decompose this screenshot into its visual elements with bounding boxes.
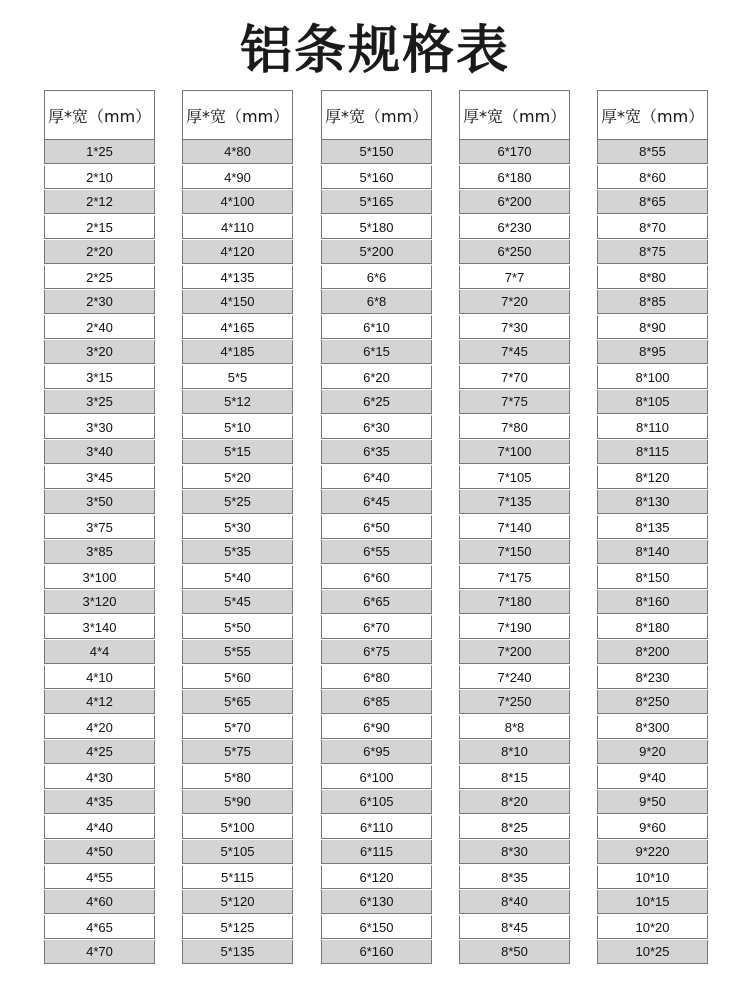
spec-cell: 4*120: [182, 240, 293, 264]
spec-cell: 5*70: [182, 715, 293, 739]
spec-cell: 9*20: [597, 740, 708, 764]
spec-cell: 4*55: [44, 865, 155, 889]
spec-cell: 8*15: [459, 765, 570, 789]
spec-cell: 5*45: [182, 590, 293, 614]
spec-cell: 8*90: [597, 315, 708, 339]
spec-cell: 5*15: [182, 440, 293, 464]
spec-cell: 4*50: [44, 840, 155, 864]
spec-cell: 4*25: [44, 740, 155, 764]
spec-cell: 4*4: [44, 640, 155, 664]
spec-cell: 6*110: [321, 815, 432, 839]
spec-cell: 2*30: [44, 290, 155, 314]
spec-cell: 5*5: [182, 365, 293, 389]
spec-column: [44, 90, 155, 965]
spec-cell: 2*12: [44, 190, 155, 214]
spec-cell: 6*10: [321, 315, 432, 339]
spec-cell: 8*230: [597, 665, 708, 689]
spec-column: [459, 90, 570, 965]
spec-cell: 6*250: [459, 240, 570, 264]
spec-cell: 8*25: [459, 815, 570, 839]
spec-cell: 6*180: [459, 165, 570, 189]
spec-cell: 4*20: [44, 715, 155, 739]
spec-cell: 4*70: [44, 940, 155, 964]
spec-cell: 7*180: [459, 590, 570, 614]
spec-cell: 7*240: [459, 665, 570, 689]
spec-cell: 5*10: [182, 415, 293, 439]
column-header: 厚*宽（mm）: [459, 90, 570, 140]
spec-cell: 8*105: [597, 390, 708, 414]
spec-cell: 3*20: [44, 340, 155, 364]
spec-cell: 10*20: [597, 915, 708, 939]
column-header: 厚*宽（mm）: [321, 90, 432, 140]
spec-cell: 1*25: [44, 140, 155, 164]
spec-cell: 9*50: [597, 790, 708, 814]
spec-cell: 5*150: [321, 140, 432, 164]
spec-cell: 8*200: [597, 640, 708, 664]
spec-cell: 8*55: [597, 140, 708, 164]
spec-cell: 9*220: [597, 840, 708, 864]
spec-cell: 6*65: [321, 590, 432, 614]
spec-cell: 6*6: [321, 265, 432, 289]
spec-cell: 8*180: [597, 615, 708, 639]
spec-cell: 7*100: [459, 440, 570, 464]
spec-cell: 9*40: [597, 765, 708, 789]
spec-cell: 8*40: [459, 890, 570, 914]
spec-cell: 8*250: [597, 690, 708, 714]
spec-cell: 5*90: [182, 790, 293, 814]
spec-cell: 5*115: [182, 865, 293, 889]
spec-cell: 10*15: [597, 890, 708, 914]
spec-cell: 4*80: [182, 140, 293, 164]
spec-cell: 6*50: [321, 515, 432, 539]
spec-cell: 6*70: [321, 615, 432, 639]
spec-cell: 5*60: [182, 665, 293, 689]
spec-cell: 6*100: [321, 765, 432, 789]
spec-cell: 4*12: [44, 690, 155, 714]
spec-cell: 3*50: [44, 490, 155, 514]
spec-cell: 3*100: [44, 565, 155, 589]
spec-cell: 4*135: [182, 265, 293, 289]
spec-cell: 8*65: [597, 190, 708, 214]
spec-cell: 8*95: [597, 340, 708, 364]
column-header: 厚*宽（mm）: [44, 90, 155, 140]
spec-cell: 6*150: [321, 915, 432, 939]
spec-cell: 6*105: [321, 790, 432, 814]
spec-cell: 6*95: [321, 740, 432, 764]
spec-cell: 8*300: [597, 715, 708, 739]
spec-cell: 4*30: [44, 765, 155, 789]
spec-cell: 6*115: [321, 840, 432, 864]
spec-cell: 3*30: [44, 415, 155, 439]
spec-cell: 2*25: [44, 265, 155, 289]
spec-cell: 5*200: [321, 240, 432, 264]
spec-cell: 7*200: [459, 640, 570, 664]
spec-cell: 5*125: [182, 915, 293, 939]
spec-cell: 8*150: [597, 565, 708, 589]
spec-cell: 4*165: [182, 315, 293, 339]
column-header: 厚*宽（mm）: [597, 90, 708, 140]
spec-cell: 5*120: [182, 890, 293, 914]
spec-cell: 2*15: [44, 215, 155, 239]
spec-cell: 7*140: [459, 515, 570, 539]
spec-cell: 5*165: [321, 190, 432, 214]
spec-cell: 5*105: [182, 840, 293, 864]
spec-cell: 2*20: [44, 240, 155, 264]
spec-cell: 5*35: [182, 540, 293, 564]
spec-cell: 8*20: [459, 790, 570, 814]
spec-cell: 6*25: [321, 390, 432, 414]
spec-cell: 6*15: [321, 340, 432, 364]
spec-cell: 8*70: [597, 215, 708, 239]
spec-cell: 8*75: [597, 240, 708, 264]
spec-cell: 4*60: [44, 890, 155, 914]
spec-cell: 7*105: [459, 465, 570, 489]
spec-cell: 6*230: [459, 215, 570, 239]
spec-cell: 7*250: [459, 690, 570, 714]
spec-cell: 7*30: [459, 315, 570, 339]
spec-cell: 7*7: [459, 265, 570, 289]
spec-cell: 5*135: [182, 940, 293, 964]
spec-cell: 4*90: [182, 165, 293, 189]
spec-cell: 4*100: [182, 190, 293, 214]
spec-cell: 8*35: [459, 865, 570, 889]
spec-cell: 8*120: [597, 465, 708, 489]
spec-column: [182, 90, 293, 965]
spec-cell: 8*130: [597, 490, 708, 514]
spec-cell: 8*140: [597, 540, 708, 564]
spec-cell: 4*150: [182, 290, 293, 314]
spec-cell: 7*175: [459, 565, 570, 589]
spec-cell: 5*12: [182, 390, 293, 414]
spec-cell: 2*40: [44, 315, 155, 339]
spec-cell: 7*80: [459, 415, 570, 439]
spec-cell: 8*135: [597, 515, 708, 539]
spec-cell: 5*160: [321, 165, 432, 189]
spec-cell: 8*100: [597, 365, 708, 389]
spec-cell: 3*85: [44, 540, 155, 564]
spec-cell: 8*160: [597, 590, 708, 614]
spec-cell: 6*8: [321, 290, 432, 314]
spec-cell: 6*40: [321, 465, 432, 489]
spec-cell: 8*60: [597, 165, 708, 189]
spec-cell: 7*45: [459, 340, 570, 364]
spec-cell: 3*25: [44, 390, 155, 414]
spec-cell: 3*75: [44, 515, 155, 539]
spec-cell: 6*160: [321, 940, 432, 964]
spec-cell: 2*10: [44, 165, 155, 189]
spec-cell: 3*45: [44, 465, 155, 489]
spec-cell: 7*20: [459, 290, 570, 314]
spec-column: [321, 90, 432, 965]
spec-cell: 4*40: [44, 815, 155, 839]
spec-cell: 6*55: [321, 540, 432, 564]
spec-cell: 6*170: [459, 140, 570, 164]
spec-cell: 5*50: [182, 615, 293, 639]
spec-cell: 6*60: [321, 565, 432, 589]
spec-cell: 6*20: [321, 365, 432, 389]
spec-cell: 7*190: [459, 615, 570, 639]
spec-cell: 6*130: [321, 890, 432, 914]
page-title: 铝条规格表: [239, 21, 510, 81]
spec-cell: 7*75: [459, 390, 570, 414]
spec-cell: 5*80: [182, 765, 293, 789]
spec-cell: 7*150: [459, 540, 570, 564]
spec-cell: 5*55: [182, 640, 293, 664]
spec-cell: 6*200: [459, 190, 570, 214]
spec-cell: 6*75: [321, 640, 432, 664]
spec-cell: 6*35: [321, 440, 432, 464]
spec-cell: 7*70: [459, 365, 570, 389]
spec-cell: 6*45: [321, 490, 432, 514]
spec-cell: 5*100: [182, 815, 293, 839]
spec-cell: 7*135: [459, 490, 570, 514]
spec-cell: 6*80: [321, 665, 432, 689]
spec-cell: 3*15: [44, 365, 155, 389]
spec-cell: 4*35: [44, 790, 155, 814]
spec-cell: 4*65: [44, 915, 155, 939]
spec-cell: 10*25: [597, 940, 708, 964]
spec-cell: 10*10: [597, 865, 708, 889]
spec-cell: 6*90: [321, 715, 432, 739]
spec-cell: 8*30: [459, 840, 570, 864]
spec-cell: 4*10: [44, 665, 155, 689]
spec-cell: 8*110: [597, 415, 708, 439]
spec-cell: 5*40: [182, 565, 293, 589]
spec-cell: 4*110: [182, 215, 293, 239]
spec-cell: 9*60: [597, 815, 708, 839]
spec-cell: 8*45: [459, 915, 570, 939]
spec-column: [597, 90, 708, 965]
spec-cell: 5*20: [182, 465, 293, 489]
spec-cell: 8*80: [597, 265, 708, 289]
spec-cell: 5*65: [182, 690, 293, 714]
spec-cell: 8*8: [459, 715, 570, 739]
spec-cell: 6*120: [321, 865, 432, 889]
spec-cell: 6*85: [321, 690, 432, 714]
spec-cell: 6*30: [321, 415, 432, 439]
spec-cell: 3*40: [44, 440, 155, 464]
spec-cell: 8*10: [459, 740, 570, 764]
column-header: 厚*宽（mm）: [182, 90, 293, 140]
spec-cell: 3*140: [44, 615, 155, 639]
spec-cell: 5*25: [182, 490, 293, 514]
spec-cell: 5*180: [321, 215, 432, 239]
spec-cell: 4*185: [182, 340, 293, 364]
spec-cell: 8*85: [597, 290, 708, 314]
spec-cell: 8*50: [459, 940, 570, 964]
spec-cell: 5*30: [182, 515, 293, 539]
spec-cell: 3*120: [44, 590, 155, 614]
spec-cell: 5*75: [182, 740, 293, 764]
spec-cell: 8*115: [597, 440, 708, 464]
